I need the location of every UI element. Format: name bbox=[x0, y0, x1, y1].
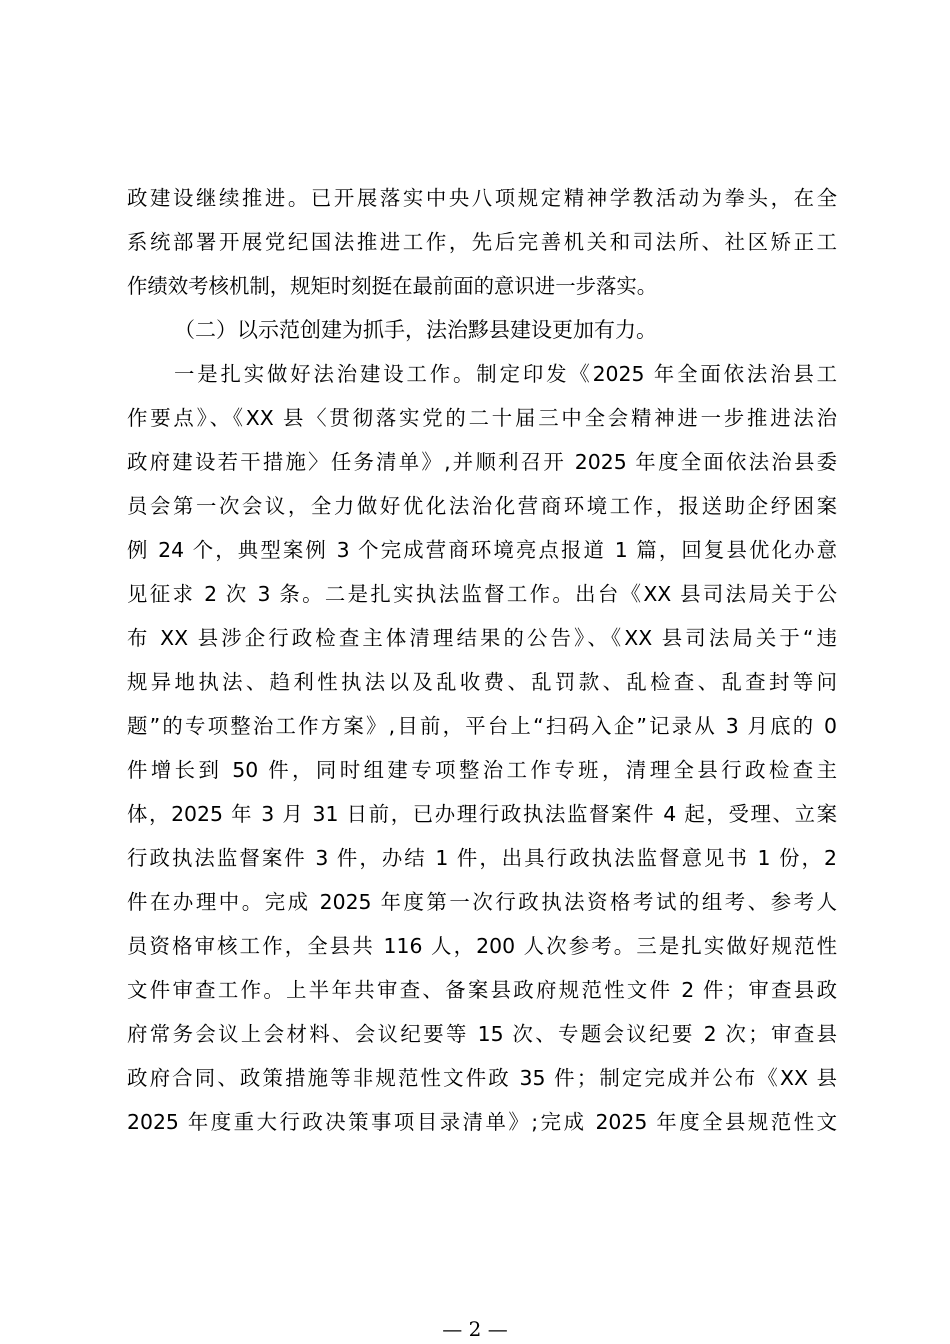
paragraph-line: 布 XX 县涉企行政检查主体清理结果的公告》、《XX 县司法局关于“违 bbox=[127, 626, 837, 650]
paragraph-line: 员会第一次会议，全力做好优化法治化营商环境工作，报送助企纾困案 bbox=[127, 494, 837, 518]
paragraph-line: 政建设继续推进。已开展落实中央八项规定精神学教活动为拳头，在全 bbox=[127, 186, 837, 210]
paragraph-line: 一是扎实做好法治建设工作。制定印发《2025 年全面依法治县工 bbox=[174, 362, 837, 386]
paragraph-line: 府常务会议上会材料、会议纪要等 15 次、专题会议纪要 2 次；审查县 bbox=[127, 1022, 837, 1046]
paragraph-line: 例 24 个，典型案例 3 个完成营商环境亮点报道 1 篇，回复县优化办意 bbox=[127, 538, 837, 562]
section-heading: （二）以示范创建为抓手，法治黟县建设更加有力。 bbox=[174, 318, 657, 342]
paragraph-line: 系统部署开展党纪国法推进工作，先后完善机关和司法所、社区矫正工 bbox=[127, 230, 837, 254]
paragraph-line: 规异地执法、趋利性执法以及乱收费、乱罚款、乱检查、乱查封等问 bbox=[127, 670, 837, 694]
paragraph-line: 行政执法监督案件 3 件，办结 1 件，出具行政执法监督意见书 1 份，2 bbox=[127, 846, 837, 870]
paragraph-line: 体，2025 年 3 月 31 日前，已办理行政执法监督案件 4 起，受理、立案 bbox=[127, 802, 837, 826]
paragraph-line: 作绩效考核机制，规矩时刻挺在最前面的意识进一步落实。 bbox=[127, 274, 658, 298]
paragraph-line: 见征求 2 次 3 条。二是扎实执法监督工作。出台《XX 县司法局关于公 bbox=[127, 582, 837, 606]
paragraph-line: 政府合同、政策措施等非规范性文件政 35 件；制定完成并公布《XX 县 bbox=[127, 1066, 837, 1090]
paragraph-line: 题”的专项整治工作方案》,目前，平台上“扫码入企”记录从 3 月底的 0 bbox=[127, 714, 837, 738]
paragraph-line: 2025 年度重大行政决策事项目录清单》;完成 2025 年度全县规范性文 bbox=[127, 1110, 837, 1134]
paragraph-line: 件在办理中。完成 2025 年度第一次行政执法资格考试的组考、参考人 bbox=[127, 890, 837, 914]
paragraph-line: 作要点》、《XX 县〈贯彻落实党的二十届三中全会精神进一步推进法治 bbox=[127, 406, 837, 430]
paragraph-line: 政府建设若干措施〉任务清单》,并顺利召开 2025 年度全面依法治县委 bbox=[127, 450, 837, 474]
page-number: — 2 — bbox=[442, 1317, 508, 1341]
paragraph-line: 文件审查工作。上半年共审查、备案县政府规范性文件 2 件；审查县政 bbox=[127, 978, 837, 1002]
paragraph-line: 件增长到 50 件，同时组建专项整治工作专班，清理全县行政检查主 bbox=[127, 758, 837, 782]
paragraph-line: 员资格审核工作，全县共 116 人，200 人次参考。三是扎实做好规范性 bbox=[127, 934, 837, 958]
